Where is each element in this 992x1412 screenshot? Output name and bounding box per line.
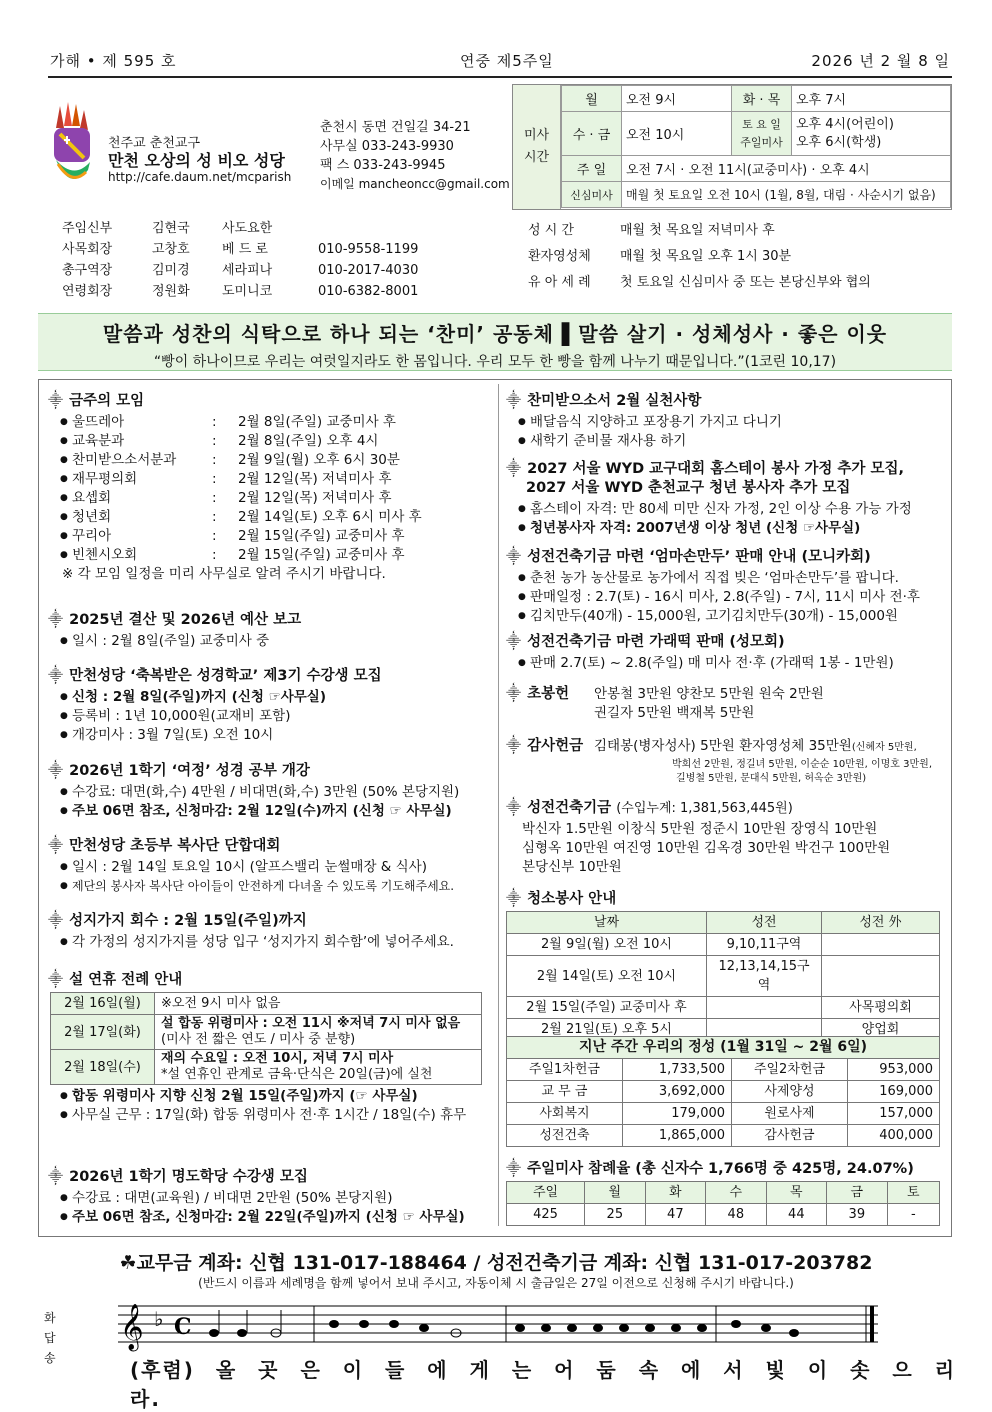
scripture-quote: “빵이 하나이므로 우리는 여럿일지라도 한 몸입니다. 우리 모두 한 빵을 함께 나누기 때문입니다.”(1코린 10,17) — [153, 354, 837, 370]
motto-title: 말씀과 성찬의 식탁으로 하나 되는 ‘찬미’ 공동체 ▌말씀 살기 · 성체성사 · 좋은 이웃 — [102, 322, 888, 346]
staff-list — [62, 218, 418, 302]
bible-school-section: ⸎ 만천성당 ‘축복받은 성경학교’ 제3기 수강생 모집 ● 신청 : 2월 8일(주일)까지 (신청 ☞사무실) ● 등록비 : 1년 10,000원(교재비 포함) ● 개강미사 : 3월 7일(토) 오전 10시 — [48, 667, 488, 745]
offerings-section: 지난 주간 우리의 정성 (1월 31일 ~ 2월 6일) 주일1차헌금 1,733,500 주일2차헌금 953,000 교 무 금 3,692,000 사제양성 169,000 사회복지 179,000 원로사제 157,000 성전건축 1,865,000 감사헌금 400,000 — [506, 1036, 946, 1147]
table-row: 2월 16일(월) ※오전 9시 미사 없음 — [51, 993, 482, 1015]
music-staff — [118, 1296, 884, 1360]
meetings-note: ※ 각 모임 일정을 미리 사무실로 알려 주시기 바랍니다. — [62, 566, 386, 582]
svg-text:♭: ♭ — [154, 1307, 164, 1331]
fax: 팩 스 033-243-9945 — [320, 158, 446, 173]
psalm-label: 화답송 — [44, 1311, 56, 1365]
email[interactable]: 이메일 mancheoncc@gmail.com — [320, 177, 510, 191]
table-row: 2월 17일(화) 설 합동 위령미사 : 오전 11시 ※저녁 7시 미사 없음 (미사 전 짧은 연도 / 미사 중 분향) — [51, 1015, 482, 1050]
candle-offering-section: ⸎ 초봉헌 안봉철 3만원 양찬모 5만원 원숙 2만원 권길자 5만원 백재복 5만원 — [506, 686, 824, 721]
issue-number: 가해 • 제 595 호 — [50, 52, 177, 70]
table-row: 2월 21일(토) 오후 5시 양업회 — [507, 1019, 940, 1041]
mass-label: 미사 시간 — [513, 85, 561, 209]
staff-row: 사목회장 고창호 베 드 로 010-9558-1199 — [62, 242, 419, 257]
staff-row: 주임신부 김현국 사도요한 — [62, 221, 273, 236]
svg-text:C: C — [174, 1314, 192, 1340]
rice-cake-sale-section: ⸎ 성전건축기금 마련 가래떡 판매 (성모회) ● 판매 2.7(토) ~ 2.8(주일) 매 미사 전·후 (가래떡 1봉 - 1만원) — [506, 633, 946, 673]
parish-info — [108, 135, 291, 186]
cleaning-section: ⸎ 청소봉사 안내 날짜 성전 성전 外 2월 9일(월) 오전 10시 9,10,11구역 2월 14일(토) 오전 10시 12,13,14,15구역 2월 15일(주일) 교중미사 후 사목평의회 2월 21일(토) 오후 5시 양업회 — [506, 890, 946, 1041]
list-item: ● 빈첸시오회 : 2월 15일(주일) 교중미사 후 — [62, 546, 488, 565]
mass-schedule: 미사 시간 월 오전 9시 화 · 목 오후 7시 수 · 금 오전 10시 토 요 일 주일미사 오후 4시(어린이) 오후 6시(학생) 주 일 오전 7시 · 오전 11시(교중미사) · 오후 4시 신심미사 매월 첫 토요일 오전 10시 (1월, 8월, 대림 · 사순시기 없음) — [512, 84, 952, 210]
svg-text:𝄞: 𝄞 — [120, 1304, 144, 1350]
parish-logo — [50, 100, 94, 192]
table-row: 주일1차헌금 1,733,500 주일2차헌금 953,000 — [507, 1059, 940, 1081]
attendance-section: ⸎ 주일미사 참례율 (총 신자수 1,766명 중 425명, 24.07%) 주일 월 화 수 목 금 토 425 25 47 48 44 39 - — [506, 1160, 946, 1226]
list-item: ● 꾸리아 : 2월 15일(주일) 교중미사 후 — [62, 527, 488, 546]
wyd-section: ⸎ 2027 서울 WYD 교구대회 홈스테이 봉사 가정 추가 모집, 2027 서울 WYD 춘천교구 청년 봉사자 추가 모집 ● 홈스테이 자격: 만 80세 미만 신자 가정, 2인 이상 수용 가능 가정 ● 청년봉사자 자격: 2007년생 이상 청년 (신청 ☞사무실) — [506, 460, 946, 538]
office-phone: 사무실 033-243-9930 — [320, 139, 454, 154]
bible-study-section: ⸎ 2026년 1학기 ‘여정’ 성경 공부 개강 ● 수강료: 대면(화,수) 4만원 / 비대면(화,수) 3만원 (50% 본당지원) ● 주보 06면 참조, 신청마감: 2월 12일(수)까지 (신청 ☞ 사무실) — [48, 762, 493, 821]
laudato-si-section: ⸎ 찬미받으소서 2월 실천사항 ● 배달음식 지양하고 포장용기 가지고 다니기 ● 새학기 준비물 재사용 하기 — [506, 392, 946, 451]
column-divider — [498, 384, 499, 1226]
myeongdo-section: ⸎ 2026년 1학기 명도학당 수강생 모집 ● 수강료 : 대면(교육원) / 비대면 2만원 (50% 본당지원) ● 주보 06면 참조, 신청마감: 2월 22일(주일)까지 (신청 ☞ 사무실) — [48, 1168, 488, 1227]
psalm-lyrics: (후렴) 올 곳 은 이 들 에 게 는 어 둠 속 에 서 빛 이 솟 으 리 라. — [130, 1358, 957, 1411]
bulletin-header — [50, 50, 950, 72]
dumpling-sale-section: ⸎ 성전건축기금 마련 ‘엄마손만두’ 판매 안내 (모니카회) ● 춘천 농가 농산물로 농가에서 직접 빚은 ‘엄마손만두’를 팝니다. ● 판매일정 : 2.7(토) - 16시 미사, 2.8(주일) - 7시, 11시 미사 전·후 ● 김치만두(40개) - 15,000원, 고기김치만두(30개) - 15,000원 — [506, 548, 946, 626]
issue-date: 2026 년 2 월 8 일 — [811, 52, 950, 70]
sacrament-schedule: 성 시 간 매월 첫 목요일 저녁미사 후 환자영성체 매월 첫 목요일 오후 1시 30분 유 아 세 례 첫 토요일 신심미사 중 또는 본당신부와 협의 — [528, 223, 871, 290]
budget-section: ⸎ 2025년 결산 및 2026년 예산 보고 ● 일시 : 2월 8일(주일) 교중미사 중 — [48, 611, 488, 651]
table-row: 성전건축 1,865,000 감사헌금 400,000 — [507, 1125, 940, 1147]
list-item: ● 재무평의회 : 2월 12일(목) 저녁미사 후 — [62, 470, 488, 489]
table-row: 2월 18일(수) 재의 수요일 : 오전 10시, 저녁 7시 미사 *설 연휴인 관계로 금육·단식은 20일(금)에 실천 — [51, 1050, 482, 1085]
bank-accounts-note: (반드시 이름과 세례명을 함께 넣어서 보내 주시고, 자동이체 시 출금일은 27일 이전으로 신청해 주시기 바랍니다.) — [198, 1276, 794, 1290]
table-row: 425 25 47 48 44 39 - — [507, 1204, 940, 1226]
thanksgiving-offering-section: ⸎ 감사헌금 김태봉(병자성사) 5만원 환자영성체 35만원(신혜자 5만원, 박희선 2만원, 정길녀 5만원, 이순순 10만원, 이명호 3만원, 길병철 5만원, 문대식 5만원, 허옥순 3만원) — [506, 738, 932, 784]
contact-block — [320, 118, 510, 194]
parish-name: 만천 오상의 성 비오 성당 — [108, 151, 285, 170]
palm-section: ⸎ 성지가지 회수 : 2월 15일(주일)까지 ● 각 가정의 성지가지를 성당 입구 ‘성지가지 회수함’에 넣어주세요. — [48, 912, 493, 952]
bank-accounts: ☘교무금 계좌: 신협 131-017-188464 / 성전건축기금 계좌: 신협 131-017-203782 — [119, 1252, 873, 1274]
liturgical-week: 연중 제5주일 — [460, 52, 554, 70]
lunar-new-year-section: ⸎ 설 연휴 전례 안내 2월 16일(월) ※오전 9시 미사 없음 2월 17일(화) 설 합동 위령미사 : 오전 11시 ※저녁 7시 미사 없음 (미사 전 짧은 연도 / 미사 중 분향) 2월 18일(수) 재의 수요일 : 오전 10시, 저녁 7시 미사 *설 연휴인 관계로 금육·단식은 20일(금)에 실천 ● 합동 위령미사 지향 신청 2월 15일(주일)까지 (☞ 사무실) ● 사무실 근무 : 17일(화) 합동 위령미사 전·후 1시간 / 18일(수) 휴무 — [48, 971, 488, 1125]
list-item: ● 교육분과 : 2월 8일(주일) 오후 4시 — [62, 432, 488, 451]
list-item: ● 요셉회 : 2월 12일(목) 저녁미사 후 — [62, 489, 488, 508]
list-item: ● 울뜨레아 : 2월 8일(주일) 교중미사 후 — [62, 413, 488, 432]
table-row: 2월 14일(토) 오전 10시 12,13,14,15구역 — [507, 956, 940, 997]
staff-row: 총구역장 김미경 세라피나 010-2017-4030 — [62, 263, 419, 278]
motto-banner — [38, 313, 952, 371]
staff-row: 연령회장 정원화 도미니코 010-6382-8001 — [62, 284, 419, 299]
list-item: ● 청년회 : 2월 14일(토) 오후 6시 미사 후 — [62, 508, 488, 527]
diocese-name: 천주교 춘천교구 — [108, 136, 201, 151]
address: 춘천시 동면 건일길 34-21 — [320, 120, 471, 135]
table-row: 교 무 금 3,692,000 사제양성 169,000 — [507, 1081, 940, 1103]
meetings-section: ⸎ 금주의 모임 ● 울뜨레아 : 2월 8일(주일) 교중미사 후 ● 교육분과 : 2월 8일(주일) 오후 4시 ● 찬미받으소서분과 : 2월 9일(월) 오후 6시 30분 ● 재무평의회 : 2월 12일(목) 저녁미사 후 ● 요셉회 : 2월 12일(목) 저녁미사 후 ● 청년회 : 2월 14일(토) 오후 6시 미사 후 ● 꾸리아 : 2월 15일(주일) 교중미사 후 ● 빈첸시오회 : 2월 15일(주일) 교중미사 후 ※ 각 모임 일정을 미리 사무실로 알려 주시기 바랍니다. — [48, 392, 488, 584]
table-row: 2월 15일(주일) 교중미사 후 사목평의회 — [507, 997, 940, 1019]
list-item: ● 찬미받으소서분과 : 2월 9일(월) 오후 6시 30분 — [62, 451, 488, 470]
table-row: 사회복지 179,000 원로사제 157,000 — [507, 1103, 940, 1125]
altar-server-section: ⸎ 만천성당 초등부 복사단 단합대회 ● 일시 : 2월 14일 토요일 10시 (알프스밸리 눈썰매장 & 식사) ● 제단의 봉사자 복사단 아이들이 안전하게 다녀올 수 있도록 기도해주세요. — [48, 837, 493, 896]
table-row: 2월 9일(월) 오전 10시 9,10,11구역 — [507, 934, 940, 956]
building-fund-section: ⸎ 성전건축기금 (수입누계: 1,381,563,445원) 박신자 1.5만원 이창식 5만원 정준시 10만원 장영식 10만원 심형옥 10만원 여진영 10만원 김옥경 30만원 박건구 100만원 본당신부 10만원 — [506, 800, 891, 875]
parish-url[interactable]: http://cafe.daum.net/mcparish — [108, 170, 292, 184]
header-divider — [48, 76, 952, 78]
